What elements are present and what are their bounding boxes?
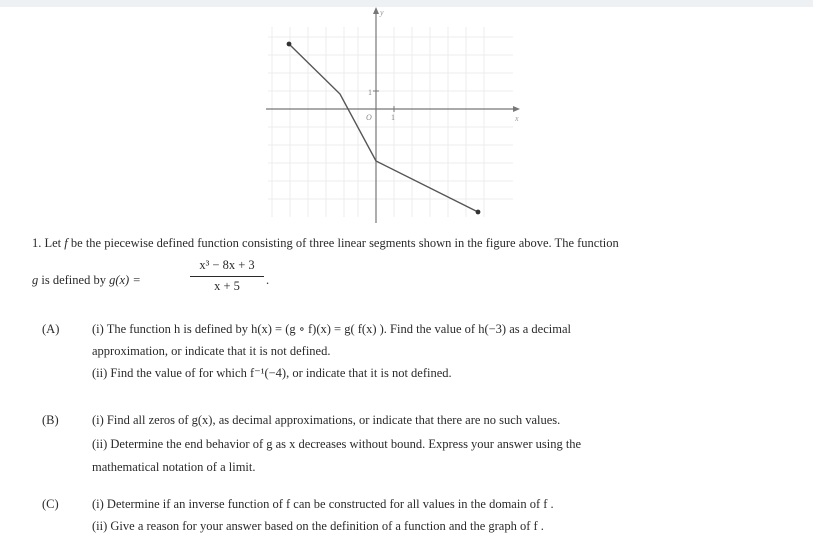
y-tick-label: 1 bbox=[368, 88, 372, 97]
x-axis-label: x bbox=[515, 114, 519, 123]
intro-f-symbol: f bbox=[64, 236, 68, 250]
part-a-label: (A) bbox=[42, 322, 60, 336]
piecewise-segments bbox=[289, 44, 478, 212]
piecewise-graph-figure bbox=[258, 7, 526, 227]
x-tick-label: 1 bbox=[391, 113, 395, 122]
g-denominator: x + 5 bbox=[214, 279, 240, 293]
origin-label: O bbox=[366, 113, 372, 122]
y-axis-arrow bbox=[373, 7, 379, 14]
y-axis-label: y bbox=[380, 8, 384, 17]
intro-text-a: Let bbox=[44, 236, 62, 250]
g-numerator: x³ − 8x + 3 bbox=[199, 258, 255, 272]
part-a-line1: (i) The function h is defined by h(x) = (g ∘ f)(x) = g( f(x) ). Find the value of h(−3) as a decimal bbox=[92, 322, 571, 336]
part-b-label: (B) bbox=[42, 413, 59, 427]
part-b-line3: mathematical notation of a limit. bbox=[92, 460, 256, 474]
problem-intro-line2 bbox=[32, 273, 141, 288]
grid bbox=[268, 27, 513, 217]
part-c-line2: (ii) Give a reason for your answer based on the definition of a function and the graph of f . bbox=[92, 519, 544, 533]
part-b-line2: (ii) Determine the end behavior of g as x decreases without bound. Express your answer using the bbox=[92, 437, 582, 451]
intro-g-symbol: g bbox=[32, 273, 39, 287]
g-function-lhs: g(x) = bbox=[109, 273, 141, 287]
x-axis-arrow bbox=[513, 106, 520, 112]
left-endpoint bbox=[287, 42, 292, 47]
right-endpoint bbox=[476, 210, 481, 215]
g-period: . bbox=[266, 273, 270, 287]
graph-svg bbox=[258, 7, 526, 227]
top-band bbox=[0, 0, 813, 7]
intro-text-b: be the piecewise defined function consisting of three linear segments shown in the figure above. The function bbox=[70, 236, 619, 250]
part-c-line1: (i) Determine if an inverse function of f can be constructed for all values in the domain of f . bbox=[92, 497, 554, 511]
fraction-bar bbox=[190, 276, 264, 277]
part-a-line3: (ii) Find the value of for which f⁻¹(−4), or indicate that it is not defined. bbox=[92, 366, 452, 380]
part-c-label: (C) bbox=[42, 497, 59, 511]
problem-intro-line1 bbox=[32, 236, 619, 251]
intro-text-c: is defined by bbox=[41, 273, 106, 287]
part-a-line2: approximation, or indicate that it is not defined. bbox=[92, 344, 331, 358]
part-b-line1: (i) Find all zeros of g(x), as decimal approximations, or indicate that there are no such values. bbox=[92, 413, 561, 427]
problem-number: 1. bbox=[32, 236, 42, 250]
